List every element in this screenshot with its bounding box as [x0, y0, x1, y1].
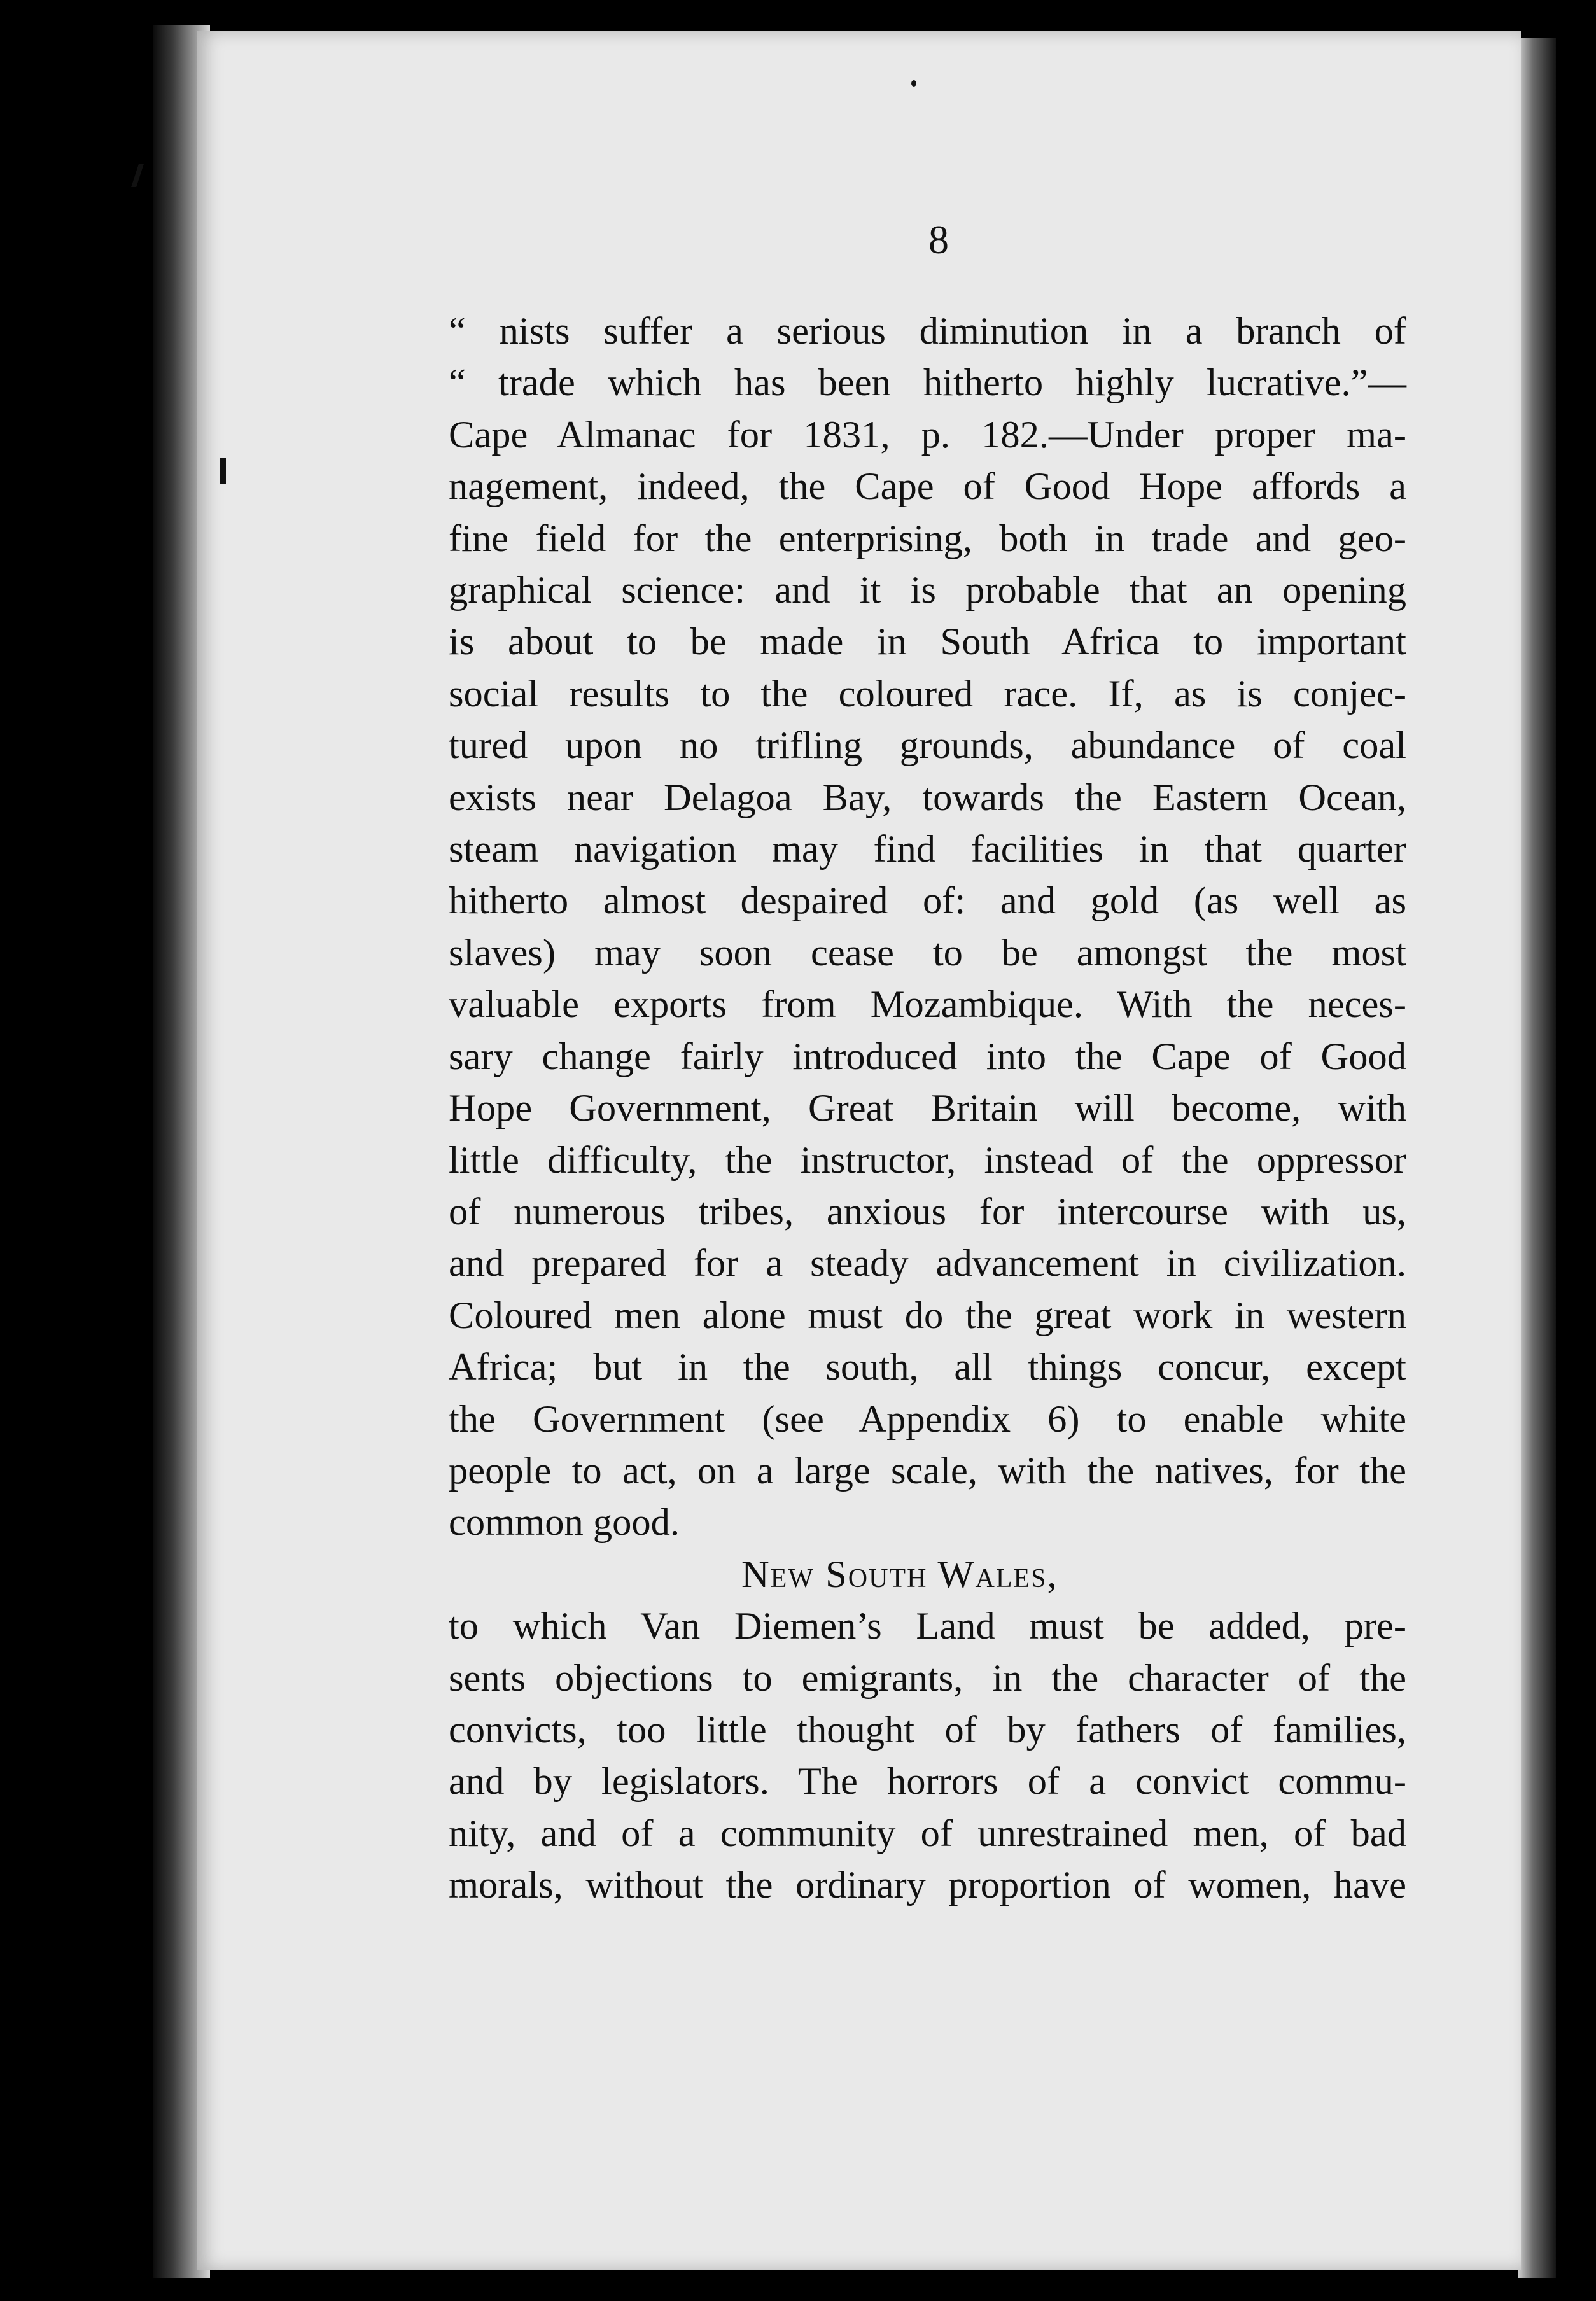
- text-line: the Government (see Appendix 6) to enable white: [449, 1397, 1406, 1441]
- text-line: nagement, indeed, the Cape of Good Hope affords a: [449, 465, 1406, 508]
- text-line: “ nists suffer a serious diminution in a branch of: [449, 310, 1406, 353]
- scan-speck: [911, 80, 916, 87]
- body-text: [449, 305, 1406, 1912]
- text-line: Africa; but in the south, all things concur, except: [449, 1346, 1406, 1389]
- text-line: graphical science: and it is probable that an opening: [449, 569, 1406, 612]
- section-heading: New South Wales,: [741, 1553, 1058, 1596]
- text-line: to which Van Diemen’s Land must be added, pre-: [449, 1605, 1406, 1648]
- text-line: sary change fairly introduced into the Cape of Good: [449, 1035, 1406, 1078]
- text-line: of numerous tribes, anxious for intercourse with us,: [449, 1190, 1406, 1233]
- scan-speck: [131, 164, 144, 187]
- text-line: common good.: [449, 1501, 680, 1544]
- text-line: tured upon no trifling grounds, abundance of coal: [449, 724, 1406, 767]
- text-line: people to act, on a large scale, with the natives, for the: [449, 1449, 1406, 1492]
- text-line: social results to the coloured race. If, as is conjec-: [449, 672, 1406, 715]
- text-line: and prepared for a steady advancement in civilization.: [449, 1242, 1406, 1285]
- text-line: sents objections to emigrants, in the character of the: [449, 1656, 1406, 1700]
- text-line: steam navigation may find facilities in that quarter: [449, 828, 1406, 871]
- text-line: convicts, too little thought of by fathers of families,: [449, 1708, 1406, 1751]
- text-line: is about to be made in South Africa to important: [449, 620, 1406, 664]
- text-line: and by legislators. The horrors of a convict commu-: [449, 1760, 1406, 1803]
- text-line: little difficulty, the instructor, instead of the oppressor: [449, 1138, 1406, 1182]
- text-line: valuable exports from Mozambique. With the neces-: [449, 983, 1406, 1026]
- text-line: fine field for the enterprising, both in trade and geo-: [449, 517, 1406, 560]
- page-number: 8: [928, 217, 949, 262]
- text-line: Cape Almanac for 1831, p. 182.—Under proper ma-: [449, 413, 1406, 456]
- text-line: hitherto almost despaired of: and gold (as well as: [449, 879, 1406, 923]
- text-line: “ trade which has been hitherto highly lucrative.”—: [449, 361, 1406, 405]
- text-line: Coloured men alone must do the great work in western: [449, 1294, 1406, 1337]
- text-line: slaves) may soon cease to be amongst the most: [449, 931, 1406, 974]
- scan-speck: [220, 458, 226, 484]
- text-line: exists near Delagoa Bay, towards the Eastern Ocean,: [449, 776, 1406, 819]
- text-line: nity, and of a community of unrestrained men, of bad: [449, 1812, 1406, 1855]
- text-line: Hope Government, Great Britain will become, with: [449, 1087, 1406, 1130]
- text-line: morals, without the ordinary proportion of women, have: [449, 1864, 1406, 1907]
- book-page-edge: [1518, 38, 1556, 2278]
